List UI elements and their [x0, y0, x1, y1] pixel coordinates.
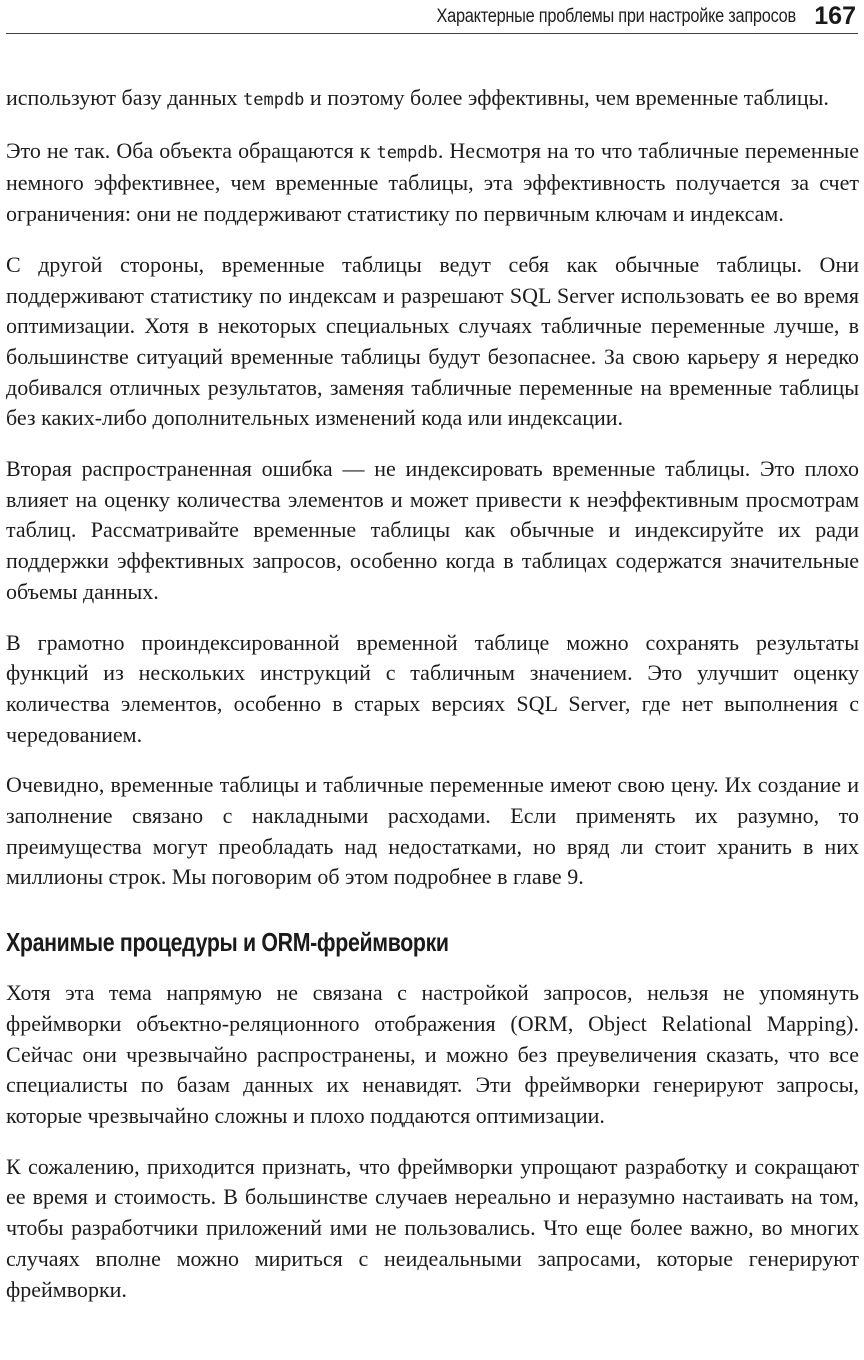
- paragraph: [6, 978, 859, 1132]
- running-head-title: Характерные проблемы при настройке запросов: [436, 5, 797, 27]
- paragraph-text: С другой стороны, временные таблицы ведут себя как обычные таблицы. Они поддерживают статистику по индексам и разрешают SQL Server использовать ее во время оптимизации. Хотя в некоторых специальных случаях табличные переменные лучше, в большинстве ситуаций временные таблицы будут безопаснее. За свою карьеру я нередко добивался отличных результатов, заменяя табличные переменные на временные таблицы без каких-либо дополнительных изменений кода или индексации.: [6, 251, 859, 431]
- paragraph: [6, 628, 859, 751]
- paragraph: [6, 770, 859, 893]
- paragraph-text: . Несмотря на то что табличные переменные немного эффективнее, чем временные таблицы, эта эффективность получается за счет ограничения: они не поддерживают статистику по первичным ключам и индексам.: [6, 137, 859, 227]
- paragraph-text: Вторая распространенная ошибка — не индексировать временные таблицы. Это плохо влияет на оценку количества элементов и может привести к неэффективным просмотрам таблиц. Рассматривайте временные таблицы как обычные и индексируйте их ради поддержки эффективных запросов, особенно когда в таблицах содержатся значительные объемы данных.: [6, 456, 859, 604]
- paragraph-text: Это не так. Оба объекта обращаются к: [6, 137, 377, 163]
- paragraph: [6, 250, 859, 434]
- section-heading: Хранимые процедуры и ORM-фреймворки: [6, 927, 449, 958]
- paragraph-text: Очевидно, временные таблицы и табличные переменные имеют свою цену. Их создание и заполнение связано с накладными расходами. Если применять их разумно, то преимущества могут преобладать над недостатками, но вряд ли стоит хранить в них миллионы строк. Мы поговорим об этом подробнее в главе 9.: [6, 772, 859, 890]
- paragraph: [6, 136, 859, 230]
- inline-code: tempdb: [243, 90, 305, 110]
- page-number: 167: [814, 2, 856, 30]
- main-paragraphs: [6, 83, 859, 893]
- paragraph-text: Хотя эта тема напрямую не связана с настройкой запросов, нельзя не упомянуть фреймворки объектно-реляционного отображения (ORM, Object Relational Mapping). Сейчас они чрезвычайно распространены, и можно без преувеличения сказать, что все специалисты по базам данных их ненавидят. Эти фреймворки генерируют запросы, которые чрезвычайно сложны и плохо поддаются оптимизации.: [6, 980, 859, 1128]
- running-head: [6, 0, 858, 34]
- inline-code: tempdb: [376, 142, 438, 163]
- paragraph-text: В грамотно проиндексированной временной таблице можно сохранять результаты функций из нескольких инструкций с табличным значением. Это улучшит оценку количества элементов, особенно в старых версиях SQL Server, где нет выполнения с чередованием.: [6, 629, 859, 747]
- section-paragraphs: [6, 978, 859, 1305]
- paragraph: [6, 1152, 859, 1306]
- paragraph-text: и поэтому более эффективны, чем временные таблицы.: [304, 85, 829, 110]
- paragraph: [6, 454, 859, 608]
- paragraph-text: используют базу данных: [6, 85, 243, 110]
- paragraph: [6, 83, 859, 116]
- paragraph-text: К сожалению, приходится признать, что фреймворки упрощают разработку и сокращают ее время и стоимость. В большинстве случаев нереально и неразумно настаивать на том, чтобы разработчики приложений ими не пользовались. Что еще более важно, во многих случаях вполне можно мириться с неидеальными запросами, которые генерируют фреймворки.: [6, 1153, 859, 1302]
- body-text: [6, 83, 859, 1325]
